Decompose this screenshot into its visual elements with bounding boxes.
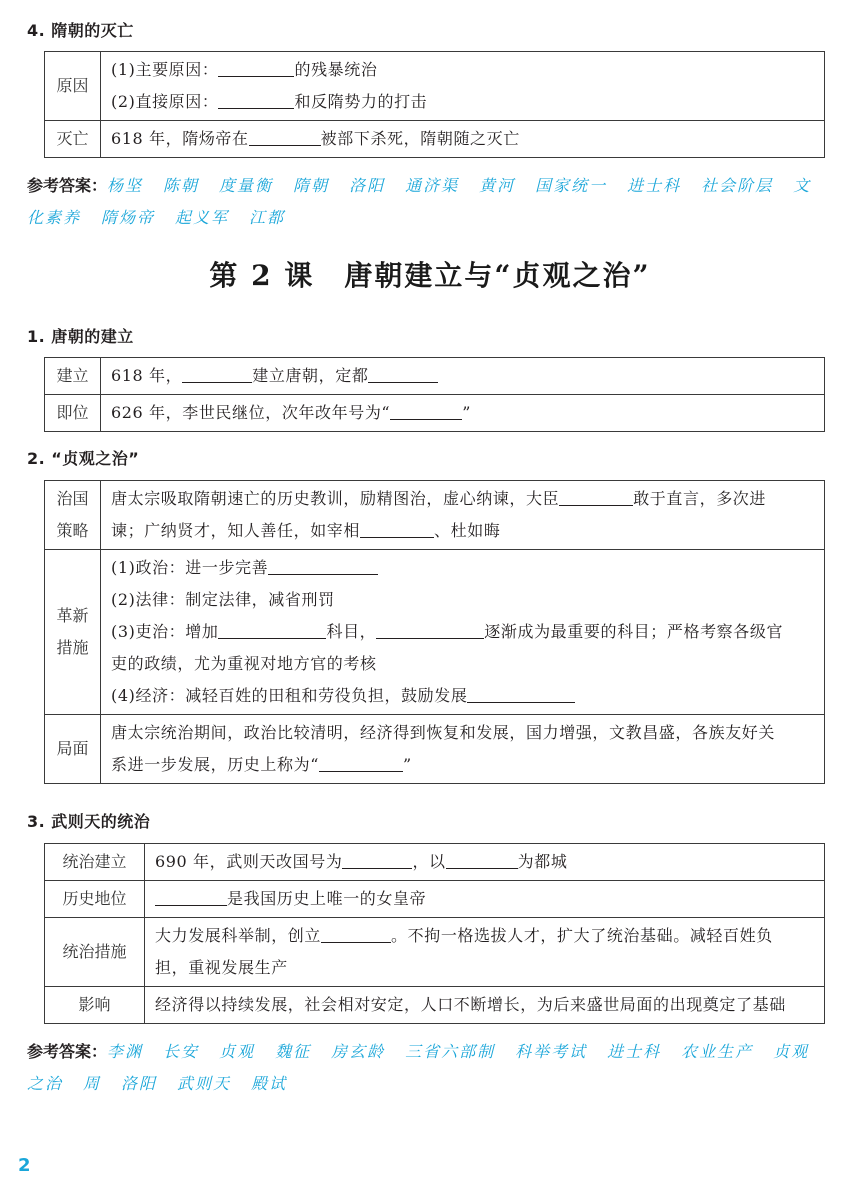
- content-line: [111, 515, 814, 547]
- answer-item: 度量衡: [219, 176, 274, 195]
- text-segment: ”: [462, 403, 471, 422]
- row-content-measures: [145, 918, 825, 987]
- text-segment: 敢于直言，多次进: [633, 489, 767, 508]
- text-segment: 626 年，李世民继位，次年改年号为“: [111, 403, 391, 422]
- text-segment: 被部下杀死，隋朝随之灭亡: [320, 129, 520, 148]
- answer-item: 李渊: [107, 1042, 144, 1061]
- row-content-fall: [101, 121, 825, 158]
- table-row: [45, 844, 825, 881]
- content-line: [111, 648, 814, 680]
- fill-blank[interactable]: [467, 685, 575, 703]
- text-segment: 690 年，武则天改国号为: [155, 852, 343, 871]
- row-label-fall: 灭亡: [45, 121, 101, 158]
- text-segment: 618 年，: [111, 366, 183, 385]
- table-tang-founding: [44, 357, 825, 432]
- fill-blank[interactable]: [218, 59, 294, 77]
- table-row: [45, 918, 825, 987]
- page-number: 2: [18, 1155, 31, 1176]
- row-content-accession: [101, 395, 825, 432]
- text-segment: 谏；广纳贤才，知人善任，如宰相: [111, 521, 361, 540]
- content-line: [155, 952, 814, 984]
- row-label-impact: 影响: [45, 987, 145, 1024]
- row-content-founding: [101, 358, 825, 395]
- content-line: [111, 680, 814, 712]
- row-content-reforms: [101, 550, 825, 715]
- content-line: [111, 483, 814, 515]
- answer-item: 隋炀帝: [101, 208, 156, 227]
- text-segment: 是我国历史上唯一的女皇帝: [227, 889, 427, 908]
- fill-blank[interactable]: [182, 365, 252, 383]
- answer-item: 魏征: [275, 1042, 312, 1061]
- answer-key-items: [27, 1042, 809, 1093]
- label-line: 革新: [56, 606, 89, 625]
- section-heading-sui-fall: 4. 隋朝的灭亡: [27, 21, 134, 40]
- answer-key-1: [27, 170, 827, 234]
- row-label-cause: 原因: [45, 52, 101, 121]
- answer-item: 隋朝: [293, 176, 330, 195]
- fill-blank[interactable]: [268, 557, 378, 575]
- answer-item: 社会阶层: [701, 176, 774, 195]
- label-line: 措施: [56, 638, 89, 657]
- row-label-founding: 建立: [45, 358, 101, 395]
- fill-blank[interactable]: [390, 402, 462, 420]
- text-segment: (2)直接原因：: [111, 92, 219, 111]
- text-segment: 担，重视发展生产: [155, 958, 288, 977]
- text-segment: 。不拘一格选拔人才，扩大了统治基础。减轻百姓负: [391, 926, 773, 945]
- row-content-cause: [101, 52, 825, 121]
- answer-item: 杨坚: [107, 176, 144, 195]
- row-label-status: 历史地位: [45, 881, 145, 918]
- text-segment: 、杜如晦: [434, 521, 501, 540]
- answer-item: 陈朝: [163, 176, 200, 195]
- content-line: [111, 749, 814, 781]
- text-segment: 吏的政绩，尤为重视对地方官的考核: [111, 654, 377, 673]
- fill-blank[interactable]: [155, 888, 227, 906]
- answer-item: 房玄龄: [331, 1042, 386, 1061]
- fill-blank[interactable]: [321, 925, 391, 943]
- answer-item: 洛阳: [349, 176, 386, 195]
- row-label-strategy: [45, 481, 101, 550]
- fill-blank[interactable]: [218, 91, 294, 109]
- text-segment: ，以: [412, 852, 446, 871]
- text-segment: (3)吏治：增加: [111, 622, 219, 641]
- answer-item: 长安: [163, 1042, 200, 1061]
- table-row: [45, 881, 825, 918]
- text-segment: (1)主要原因：: [111, 60, 219, 79]
- content-line: [111, 717, 814, 749]
- text-segment: (4)经济：减轻百姓的田租和劳役负担，鼓励发展: [111, 686, 468, 705]
- row-content-establishment: [145, 844, 825, 881]
- row-content-status: [145, 881, 825, 918]
- text-segment: (2)法律：制定法律，减省刑罚: [111, 590, 335, 609]
- fill-blank[interactable]: [368, 365, 438, 383]
- answer-item: 江都: [249, 208, 286, 227]
- answer-item: 贞观: [219, 1042, 256, 1061]
- content-line: [111, 584, 814, 616]
- table-wu-zetian: [44, 843, 825, 1024]
- answer-item: 贞观之治: [27, 1042, 810, 1093]
- row-label-reforms: [45, 550, 101, 715]
- fill-blank[interactable]: [376, 621, 484, 639]
- text-segment: 大力发展科举制，创立: [155, 926, 322, 945]
- row-label-establishment: 统治建立: [45, 844, 145, 881]
- answer-item: 进士科: [607, 1042, 662, 1061]
- row-label-measures: 统治措施: [45, 918, 145, 987]
- table-row: [45, 52, 825, 121]
- answer-key-label: 参考答案：: [27, 176, 108, 195]
- section-heading-wu-zetian: 3. 武则天的统治: [27, 812, 151, 831]
- table-row: [45, 987, 825, 1024]
- cause-line-1: [111, 54, 814, 86]
- text-segment: 的残暴统治: [294, 60, 378, 79]
- fill-blank[interactable]: [319, 754, 403, 772]
- fill-blank[interactable]: [218, 621, 326, 639]
- content-line: [111, 552, 814, 584]
- answer-item: 农业生产: [681, 1042, 754, 1061]
- section-heading-zhenguan: 2. “贞观之治”: [27, 449, 140, 468]
- content-line: [155, 920, 814, 952]
- content-line: [111, 616, 814, 648]
- table-row: [45, 395, 825, 432]
- cause-line-2: [111, 86, 814, 118]
- text-segment: 系进一步发展，历史上称为“: [111, 755, 319, 774]
- answer-item: 殿试: [251, 1074, 288, 1093]
- answer-item: 洛阳: [121, 1074, 158, 1093]
- answer-key-label: 参考答案：: [27, 1042, 108, 1061]
- fill-blank[interactable]: [342, 851, 412, 869]
- label-line: 治国: [56, 489, 89, 508]
- row-content-impact: 经济得以持续发展，社会相对安定，人口不断增长，为后来盛世局面的出现奠定了基础: [145, 987, 825, 1024]
- answer-item: 进士科: [627, 176, 682, 195]
- answer-key-items: [27, 176, 811, 227]
- text-segment: 和反隋势力的打击: [294, 92, 428, 111]
- text-segment: 唐太宗统治期间，政治比较清明，经济得到恢复和发展，国力增强，文教昌盛，各族友好关: [111, 723, 776, 742]
- text-segment: 建立唐朝，定都: [252, 366, 369, 385]
- answer-item: 周: [83, 1074, 102, 1093]
- answer-item: 文化素养: [27, 176, 812, 227]
- section-heading-tang-founding: 1. 唐朝的建立: [27, 327, 134, 346]
- table-zhenguan: [44, 480, 825, 784]
- row-content-strategy: [101, 481, 825, 550]
- table-row: [45, 550, 825, 715]
- answer-item: 武则天: [177, 1074, 232, 1093]
- answer-item: 通济渠: [405, 176, 460, 195]
- answer-item: 国家统一: [535, 176, 608, 195]
- label-line: 策略: [56, 521, 89, 540]
- table-row: [45, 121, 825, 158]
- answer-item: 三省六部制: [405, 1042, 496, 1061]
- answer-item: 起义军: [175, 208, 230, 227]
- row-label-accession: 即位: [45, 395, 101, 432]
- answer-key-2: [27, 1036, 827, 1100]
- table-row: [45, 358, 825, 395]
- fill-blank[interactable]: [559, 488, 633, 506]
- fill-blank[interactable]: [360, 520, 434, 538]
- text-segment: (1)政治：进一步完善: [111, 558, 269, 577]
- text-segment: 为都城: [517, 852, 568, 871]
- lesson-title: 第 2 课 唐朝建立与“贞观之治”: [209, 259, 651, 292]
- text-segment: 唐太宗吸取隋朝速亡的历史教训，励精图治，虚心纳谏，大臣: [111, 489, 560, 508]
- text-segment: 逐渐成为最重要的科目；严格考察各级官: [484, 622, 784, 641]
- text-segment: 科目，: [326, 622, 377, 641]
- table-row: [45, 715, 825, 784]
- answer-item: 科举考试: [515, 1042, 588, 1061]
- text-segment: 618 年，隋炀帝在: [111, 129, 249, 148]
- fill-blank[interactable]: [446, 851, 518, 869]
- answer-item: 黄河: [479, 176, 516, 195]
- fill-blank[interactable]: [249, 128, 321, 146]
- row-content-situation: [101, 715, 825, 784]
- row-label-situation: 局面: [45, 715, 101, 784]
- table-sui-fall: [44, 51, 825, 158]
- table-row: [45, 481, 825, 550]
- text-segment: ”: [402, 755, 412, 774]
